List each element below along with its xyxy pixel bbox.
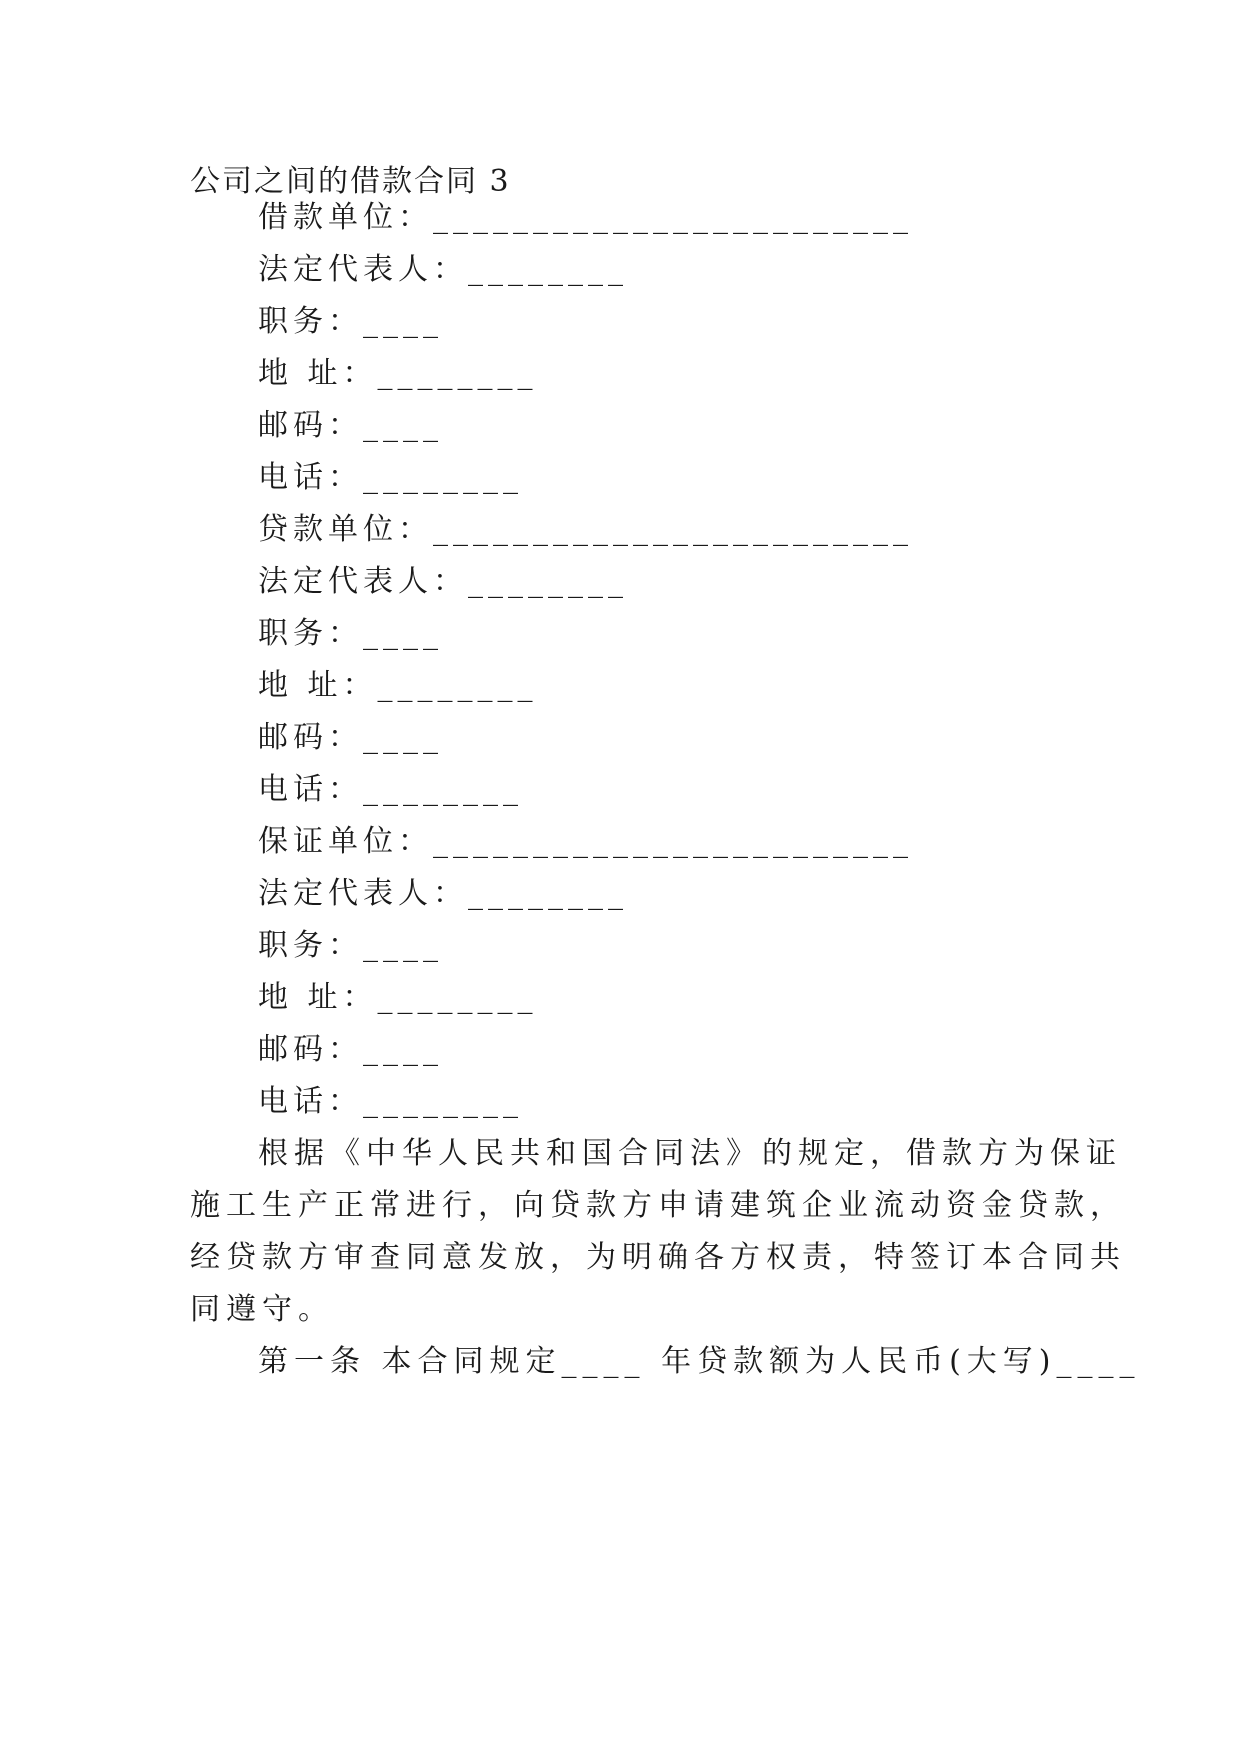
lender-unit-field: 贷款单位：________________________ — [258, 512, 913, 547]
borrower-phone-field: 电话：________ — [258, 460, 523, 495]
lender-position-field: 职务：____ — [258, 616, 443, 651]
guarantor-position-field: 职务：____ — [258, 928, 443, 963]
borrower-postcode-field: 邮码：____ — [258, 408, 443, 443]
borrower-position-field: 职务：____ — [258, 304, 443, 339]
borrower-unit-field: 借款单位：________________________ — [258, 200, 913, 235]
lender-rep-field: 法定代表人：________ — [258, 564, 628, 599]
preamble-line-1: 根据《中华人民共和国合同法》的规定，借款方为保证 — [258, 1136, 1122, 1171]
borrower-rep-field: 法定代表人：________ — [258, 252, 628, 287]
guarantor-address-field: 地 址：________ — [258, 980, 538, 1015]
lender-phone-field: 电话：________ — [258, 772, 523, 807]
preamble-line-4: 同遵守。 — [190, 1292, 334, 1327]
guarantor-phone-field: 电话：________ — [258, 1084, 523, 1119]
lender-address-field: 地 址：________ — [258, 668, 538, 703]
lender-postcode-field: 邮码：____ — [258, 720, 443, 755]
guarantor-unit-field: 保证单位：________________________ — [258, 824, 913, 859]
document-title: 公司之间的借款合同 3 — [190, 164, 511, 199]
preamble-line-2: 施工生产正常进行，向贷款方申请建筑企业流动资金贷款， — [190, 1188, 1126, 1223]
borrower-address-field: 地 址：________ — [258, 356, 538, 391]
guarantor-postcode-field: 邮码：____ — [258, 1032, 443, 1067]
preamble-line-3: 经贷款方审查同意发放，为明确各方权责，特签订本合同共 — [190, 1240, 1126, 1275]
guarantor-rep-field: 法定代表人：________ — [258, 876, 628, 911]
article-1-line: 第一条 本合同规定____ 年贷款额为人民币(大写)____ — [258, 1344, 1141, 1379]
